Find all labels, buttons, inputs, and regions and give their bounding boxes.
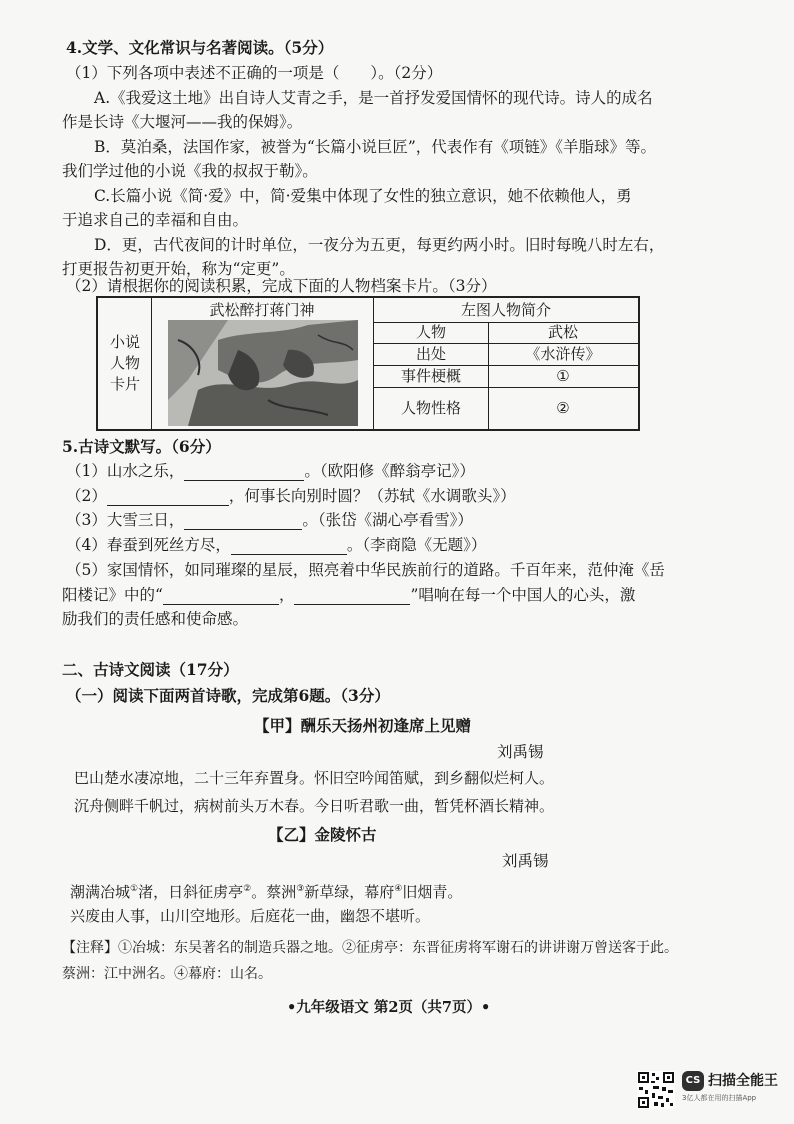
- card-row-personality: [374, 388, 638, 429]
- recite-2-prefix: （2）: [66, 487, 107, 505]
- recite-line-3: [66, 510, 473, 530]
- footnote-marker: ②: [243, 884, 252, 894]
- card-row-value: 武松: [547, 323, 578, 341]
- recite-line-1: [66, 461, 475, 481]
- q2-stem: （2）请根据你的阅读积累，完成下面的人物档案卡片。（3分）: [66, 277, 497, 295]
- poem2-text: 新草绿，幕府: [304, 883, 395, 901]
- answer-blank[interactable]: [184, 513, 302, 530]
- answer-blank[interactable]: [107, 489, 229, 506]
- section5-heading: 5.古诗文默写。（6分）: [62, 437, 221, 456]
- footnote-marker: ④: [394, 884, 403, 894]
- qr-code-icon: [637, 1071, 675, 1109]
- card-info-table: [374, 298, 638, 429]
- poem2-author: 刘禹锡: [502, 852, 549, 870]
- recite-line-4: [66, 535, 486, 555]
- footnote-marker: ①: [130, 884, 139, 894]
- poem2-title: 【乙】金陵怀古: [268, 825, 377, 844]
- card-side-label: 小说人物卡片: [109, 333, 140, 393]
- recite-line-6: [62, 585, 635, 605]
- card-info-title: 左图人物简介: [374, 298, 638, 323]
- annotation-line2: 蔡洲：江中洲名。④幕府：山名。: [62, 966, 272, 982]
- option-b-line2: 我们学过他的小说《我的叔叔于勒》。: [62, 162, 318, 180]
- q1-stem: （1）下列各项中表述不正确的一项是（ ）。（2分）: [66, 64, 443, 82]
- card-row-label: 人物性格: [374, 388, 489, 429]
- poem1-author: 刘禹锡: [497, 743, 544, 761]
- poem2-text: 潮满冶城: [70, 883, 131, 901]
- recite-6-comma: ，: [278, 586, 295, 604]
- option-c-line1: C.长篇小说《简·爱》中，简·爱集中体现了女性的独立意识，她不依赖他人，勇: [94, 187, 632, 205]
- card-row-value: ②: [556, 399, 570, 417]
- poem1-line2: 沉舟侧畔千帆过，病树前头万木春。今日听君歌一曲，暂凭杯酒长精神。: [74, 797, 555, 815]
- annotation-line1: 【注释】①冶城：东吴著名的制造兵器之地。②征虏亭：东晋征虏将军谢石的讲讲谢万曾送客于此。: [62, 940, 678, 956]
- page-number: •九年级语文 第2页（共7页）•: [287, 999, 491, 1016]
- poem1-line1: 巴山楚水凄凉地，二十三年弃置身。怀旧空吟闻笛赋，到乡翻似烂柯人。: [74, 769, 555, 787]
- card-row-label: 事件梗概: [374, 366, 489, 387]
- card-row-source: [374, 344, 638, 366]
- recite-6-suffix: ”唱响在每一个中国人的心头，激: [410, 586, 636, 604]
- scanner-brand-name: 扫描全能王: [708, 1073, 778, 1089]
- card-row-value: 《水浒传》: [525, 345, 601, 363]
- answer-blank[interactable]: [294, 588, 410, 605]
- recite-line-7: 励我们的责任感和使命感。: [62, 610, 249, 628]
- option-b-line1: B．莫泊桑，法国作家，被誉为“长篇小说巨匠”，代表作有《项链》《羊脂球》等。: [94, 138, 656, 156]
- poem2-line2: 兴废由人事，山川空地形。后庭花一曲，幽怨不堪听。: [70, 907, 431, 925]
- character-card: [96, 296, 640, 431]
- recite-line-5: （5）家国情怀，如同璀璨的星辰，照亮着中华民族前行的道路。千百年来，范仲淹《岳: [66, 561, 665, 579]
- card-picture-title: 武松醉打蒋门神: [209, 301, 315, 319]
- recite-6-prefix: 阳楼记》中的“: [62, 586, 163, 604]
- card-row-plot: [374, 366, 638, 388]
- answer-blank[interactable]: [184, 464, 304, 481]
- answer-blank[interactable]: [231, 538, 347, 555]
- scanner-brand-tagline: 3亿人都在用的扫描App: [682, 1094, 757, 1102]
- poem2-text: 。蔡洲: [251, 883, 297, 901]
- recite-1-prefix: （1）山水之乐，: [66, 462, 185, 480]
- card-side-cell: [98, 298, 152, 429]
- card-picture-cell: [151, 298, 374, 429]
- answer-blank[interactable]: [163, 588, 279, 605]
- recite-3-prefix: （3）大雪三日，: [66, 511, 185, 529]
- option-d-line1: D．更，古代夜间的计时单位，一夜分为五更，每更约两小时。旧时每晚八时左右，: [94, 236, 665, 254]
- poem1-title: 【甲】酬乐天扬州初逢席上见赠: [254, 716, 472, 735]
- option-a-line1: A.《我爱这土地》出自诗人艾青之手，是一首抒发爱国情怀的现代诗。诗人的成名: [94, 89, 653, 107]
- card-row-label: 出处: [374, 344, 489, 365]
- card-row-character: [374, 322, 638, 344]
- part2-heading: 二、古诗文阅读（17分）: [62, 660, 239, 679]
- poem2-line1: [70, 879, 462, 902]
- poem2-text: 旧烟青。: [402, 883, 463, 901]
- card-row-value: ①: [556, 367, 570, 385]
- recite-2-source: ，何事长向别时圆？（苏轼《水调歌头》）: [228, 487, 516, 505]
- option-d-line2: 打更报告初更开始，称为“定更”。: [62, 260, 295, 278]
- recite-3-source: 。（张岱《湖心亭看雪》）: [302, 511, 473, 529]
- recite-4-source: 。（李商隐《无题》）: [346, 536, 487, 554]
- footnote-marker: ③: [296, 884, 305, 894]
- option-a-line2: 作是长诗《大堰河——我的保姆》。: [62, 113, 303, 131]
- card-row-label: 人物: [374, 322, 489, 343]
- option-c-line2: 于追求自己的幸福和自由。: [62, 211, 249, 229]
- recite-4-prefix: （4）春蚕到死丝方尽，: [66, 536, 231, 554]
- illustration-image: [168, 320, 358, 426]
- scanner-logo-icon: CS: [682, 1071, 704, 1091]
- part2-subheading: （一）阅读下面两首诗歌，完成第6题。（3分）: [66, 686, 390, 705]
- recite-1-source: 。（欧阳修《醉翁亭记》）: [304, 462, 475, 480]
- poem2-text: 渚，日斜征虏亭: [138, 883, 244, 901]
- recite-line-2: [66, 486, 516, 506]
- section4-heading: 4.文学、文化常识与名著阅读。（5分）: [66, 38, 334, 57]
